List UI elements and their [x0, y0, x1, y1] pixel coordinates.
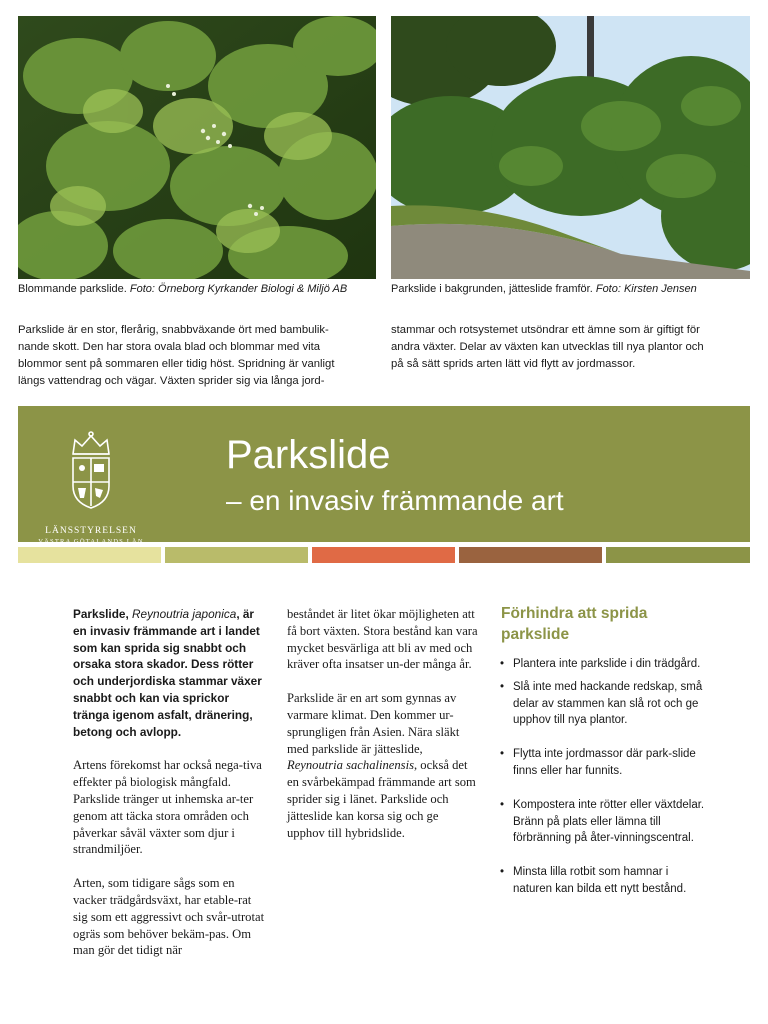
- list-item: • Flytta inte jordmassor där park-slide finns eller har funnits.: [499, 746, 709, 780]
- title-banner: [18, 406, 750, 545]
- latin-name: Reynoutria sachalinensis: [287, 758, 414, 773]
- sidebar-heading: Förhindra att sprida parkslide: [501, 605, 648, 643]
- latin-name: Reynoutria japonica: [132, 607, 237, 621]
- color-strip-segment: [312, 547, 455, 563]
- intro-line: blommor sent på sommaren eller tidig höst. Spridning är vanligt: [18, 358, 335, 370]
- intro-line: stammar och rotsystemet utsöndrar ett ämne som är giftigt för: [391, 324, 700, 336]
- photo-caption-right: [391, 282, 697, 296]
- intro-text-left: [18, 322, 378, 390]
- color-strip-segment: [606, 547, 750, 563]
- body-column-1: [73, 606, 265, 976]
- photo-flowering-parkslide: [18, 16, 376, 279]
- list-item: • Slå inte med hackande redskap, små delar av stammen kan slå rot och ge upphov till nya plantor.: [499, 679, 709, 729]
- photo-credit: Foto: Örneborg Kyrkander Biologi & Miljö AB: [129, 283, 348, 295]
- color-strip-segment: [459, 547, 602, 563]
- body-paragraph: Arten, som tidigare sågs som en vacker trädgårdsväxt, har etable-rat sig som ett aggressivt och svår-utrotat ogräs som behöver bekäm-pas. Om man gör det tidigt när: [73, 876, 265, 958]
- logo-region: VÄSTRA GÖTALANDS LÄN: [38, 538, 144, 545]
- logo-name: LÄNSSTYRELSEN: [45, 526, 137, 536]
- lead-text: , är en invasiv främmande art i landet som kan sprida sig snabbt och orsaka stora skador. Dess rötter och underjordiska stammar växer snabbt och kan via sprickor tränga igenom asfalt, dränering, betong och avlopp.: [73, 607, 262, 739]
- intro-text-right: [391, 322, 751, 373]
- intro-line: Parkslide är en stor, flerårig, snabbväxande ört med bambulik-: [18, 324, 329, 336]
- lead-name: Parkslide,: [73, 607, 129, 621]
- photo-credit: Foto: Kirsten Jensen: [595, 283, 697, 295]
- list-item: • Kompostera inte rötter eller växtdelar. Bränn på plats eller lämna till förbränning på åter-vinningscentral.: [499, 797, 709, 847]
- lansstyrelsen-logo: [18, 428, 164, 545]
- lead-paragraph: [73, 606, 265, 740]
- photo-parkslide-and-jatteslide: [391, 16, 750, 279]
- caption-text: Parkslide i bakgrunden, jätteslide framför.: [391, 283, 593, 295]
- page-subtitle: – en invasiv främmande art: [226, 485, 564, 516]
- body-column-2: [287, 606, 479, 858]
- body-text: , också det en svårbekämpad främmande art som sprider sig i länet. Parkslide och jätteslide kan korsa sig och ge upphov till hybridslide.: [287, 758, 476, 840]
- prevention-list: [499, 656, 709, 915]
- intro-line: andra växter. Delar av växten kan utvecklas till nya plantor och: [391, 341, 704, 353]
- color-strip-segment: [18, 547, 161, 563]
- page-title: Parkslide: [226, 433, 391, 477]
- body-paragraph: Artens förekomst har också nega-tiva effekter på biologisk mångfald. Parkslide tränger ut inhemska ar-ter genom att täcka stora områden och påverkar såväl växter som djur i strandmiljöer.: [73, 758, 262, 857]
- intro-line: nande skott. Den har stora ovala blad och blommar med vita: [18, 341, 321, 353]
- body-text: Parkslide är en art som gynnas av varmare klimat. Den kommer ur-sprungligen från Asien. Nära släkt med parkslide är jätteslide,: [287, 691, 460, 756]
- body-paragraph: [287, 690, 479, 841]
- caption-text: Blommande parkslide.: [18, 283, 127, 295]
- list-item: • Minsta lilla rotbit som hamnar i naturen kan bilda ett nytt bestånd.: [499, 864, 709, 898]
- color-strip-segment: [165, 547, 308, 563]
- body-paragraph: beståndet är litet ökar möjligheten att få bort växten. Stora bestånd kan vara mycket besvärliga att bli av med och kräver ofta insatser un-der många år.: [287, 607, 478, 672]
- intro-line: på så sätt sprids arten lätt vid flytt av jordmassor.: [391, 358, 636, 370]
- coat-of-arms-icon: [18, 428, 164, 524]
- intro-line: längs vattendrag och vägar. Växten sprider sig via långa jord-: [18, 375, 325, 387]
- list-item: • Plantera inte parkslide i din trädgård.: [499, 656, 709, 673]
- photo-caption-left: [18, 282, 347, 296]
